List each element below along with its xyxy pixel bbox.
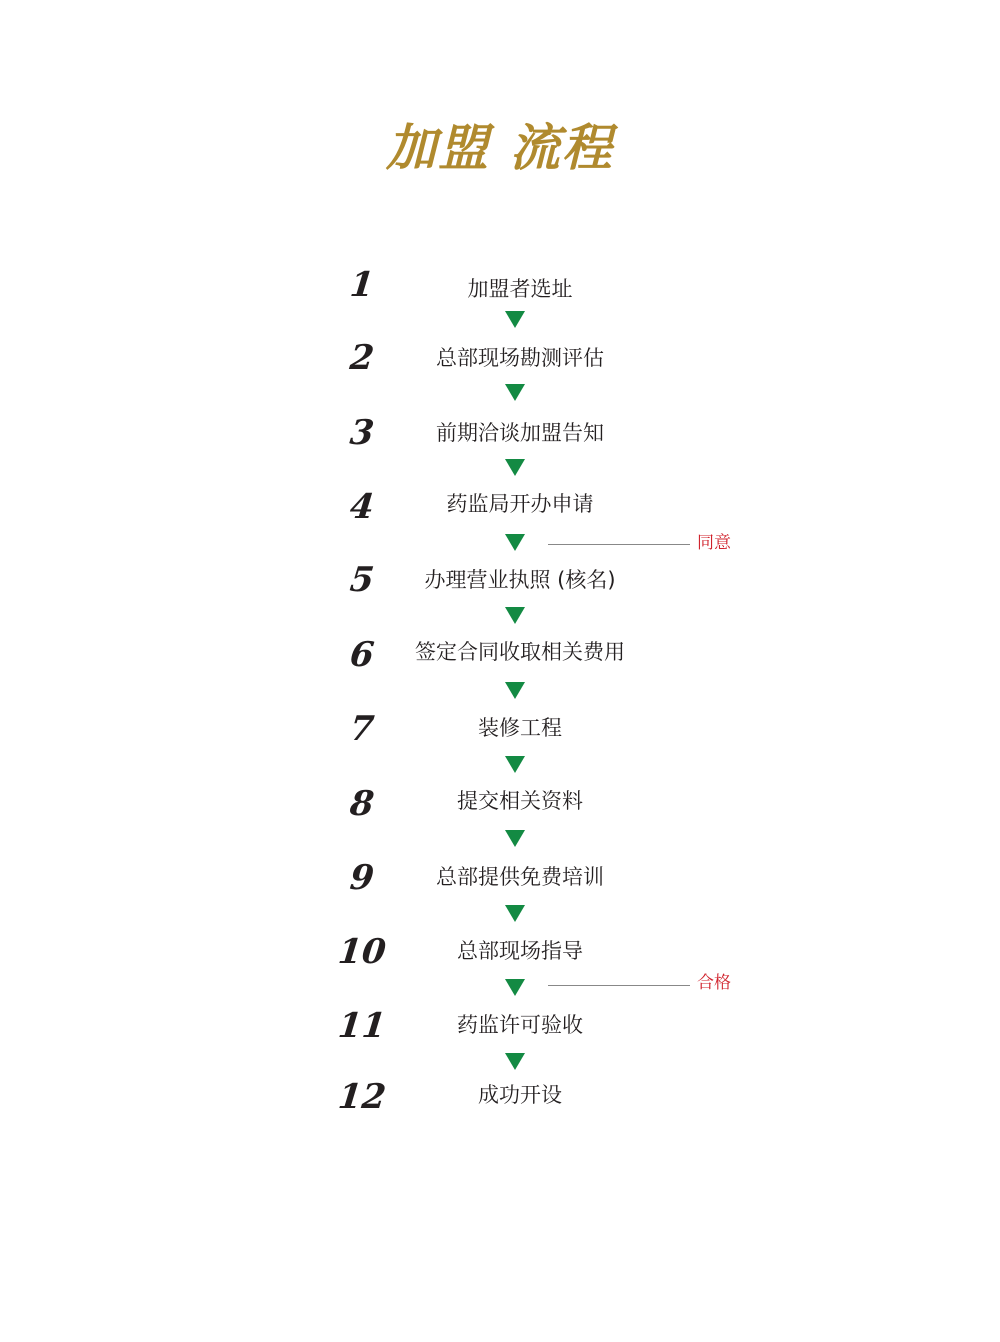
down-triangle-icon	[505, 979, 525, 996]
step-number: 5	[348, 560, 376, 600]
step-number: 1	[348, 265, 376, 305]
step-label: 加盟者选址	[467, 277, 573, 301]
step-number: 4	[348, 487, 376, 527]
down-triangle-icon	[505, 384, 525, 401]
step-label: 装修工程	[478, 716, 562, 740]
down-triangle-icon	[505, 905, 525, 922]
page-title: 加盟 流程	[386, 118, 614, 177]
step-number: 3	[348, 413, 376, 453]
step-number: 12	[336, 1077, 388, 1117]
down-triangle-icon	[505, 311, 525, 328]
branch-label-pass: 合格	[697, 973, 731, 993]
down-triangle-icon	[505, 534, 525, 551]
down-triangle-icon	[505, 607, 525, 624]
step-number: 6	[348, 635, 376, 675]
step-number: 11	[336, 1006, 388, 1046]
step-label: 成功开设	[478, 1083, 562, 1107]
step-number: 7	[348, 709, 376, 749]
down-triangle-icon	[505, 830, 525, 847]
down-triangle-icon	[505, 459, 525, 476]
step-label: 药监局开办申请	[446, 492, 594, 516]
step-label: 办理营业执照 (核名)	[424, 568, 616, 592]
step-label: 药监许可验收	[457, 1013, 583, 1037]
step-label: 总部现场指导	[457, 939, 583, 963]
branch-label-agree: 同意	[697, 533, 731, 553]
down-triangle-icon	[505, 756, 525, 773]
step-label: 总部现场勘测评估	[436, 346, 604, 370]
down-triangle-icon	[505, 682, 525, 699]
step-label: 总部提供免费培训	[436, 865, 604, 889]
step-number: 10	[336, 932, 388, 972]
step-label: 签定合同收取相关费用	[415, 640, 625, 664]
step-number: 9	[348, 858, 376, 898]
step-label: 提交相关资料	[457, 789, 583, 813]
step-number: 8	[348, 784, 376, 824]
branch-line	[548, 544, 690, 545]
branch-line	[548, 985, 690, 986]
step-label: 前期洽谈加盟告知	[436, 421, 604, 445]
step-number: 2	[348, 338, 376, 378]
down-triangle-icon	[505, 1053, 525, 1070]
